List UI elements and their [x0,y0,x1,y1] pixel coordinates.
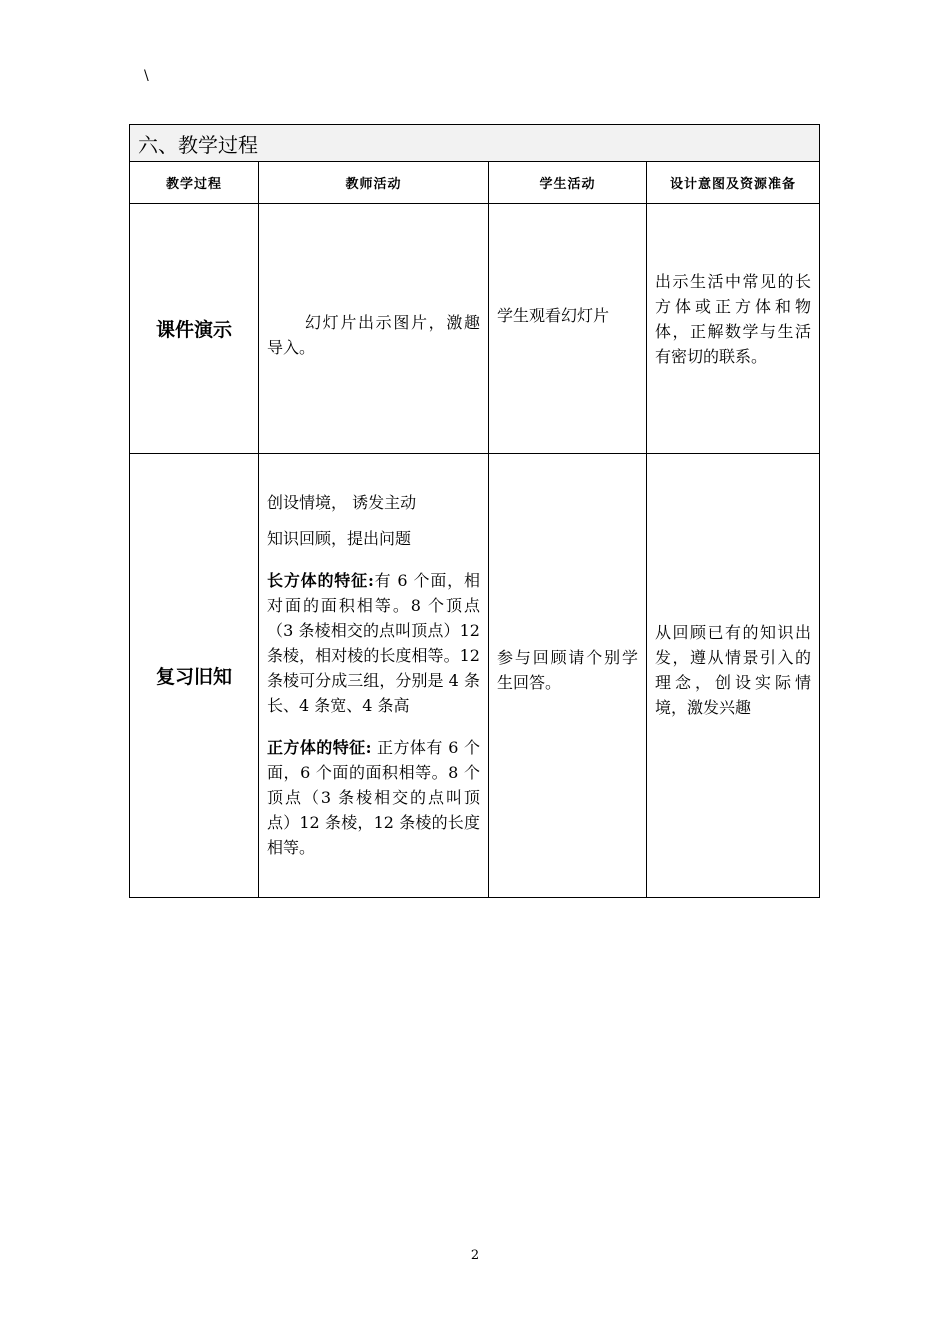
cuboid-text: 有 6 个面，相对面的面积相等。8 个顶点（3 条棱相交的点叫顶点）12 条棱，相对棱的长度相等。12 条棱可分成三组，分别是 4 条长、4 条宽、4 条高 [267,571,480,715]
stage-cell: 复习旧知 [130,454,259,898]
teacher-cell [259,204,489,454]
intent-text: 从回顾已有的知识出发，遵从情景引入的理念，创设实际情境，激发兴趣 [655,622,811,717]
intent-cell [647,454,820,898]
cuboid-features [267,568,480,718]
student-cell [489,454,647,898]
page-number: 2 [470,1248,480,1263]
cube-features [267,735,480,860]
teacher-text: 幻灯片出示图片，激趣导入。 [267,312,480,357]
header-stage: 教学过程 [130,162,259,204]
student-text: 参与回顾请个别学生回答。 [497,647,638,692]
cube-text: 正方体有 6 个面，6 个面的面积相等。8 个顶点（3 条棱相交的点叫顶点）12 条棱，12 条棱的长度相等。 [267,738,480,857]
teacher-cell [259,454,489,898]
table-row [130,204,820,454]
header-intent: 设计意图及资源准备 [647,162,820,204]
table-row [130,454,820,898]
cuboid-label: 长方体的特征: [267,571,374,590]
teaching-process-table [129,124,820,898]
header-student: 学生活动 [489,162,647,204]
student-cell [489,204,647,454]
intent-text: 出示生活中常见的长方体或正方体和物体，正解数学与生活有密切的联系。 [655,271,811,366]
intent-cell [647,204,820,454]
cube-label: 正方体的特征: [267,738,372,757]
student-text: 学生观看幻灯片 [497,305,610,325]
teacher-line-2: 知识回顾，提出问题 [267,529,412,548]
header-row [130,162,820,204]
header-teacher: 教师活动 [259,162,489,204]
section-title: 六、教学过程 [130,125,820,162]
top-mark: \ [144,68,149,84]
stage-cell: 课件演示 [130,204,259,454]
teacher-line-1: 创设情境， 诱发主动 [267,493,417,512]
